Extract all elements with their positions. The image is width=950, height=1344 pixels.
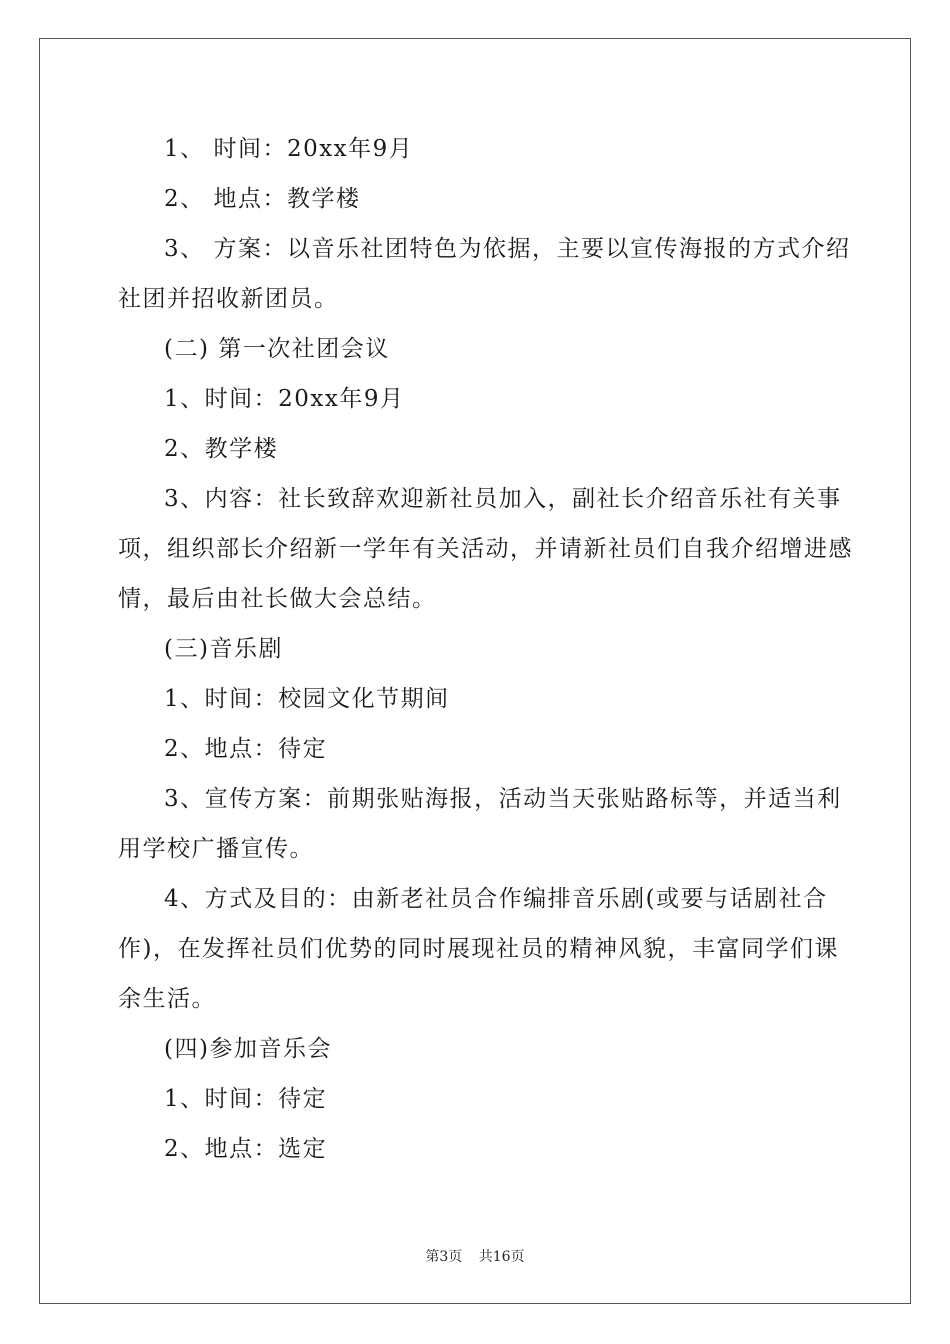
- text-line: 1、时间：待定: [164, 1086, 328, 1112]
- text-line: 2、地点：选定: [164, 1136, 328, 1162]
- document-body: [118, 124, 853, 1174]
- text-line: 3、内容：社长致辞欢迎新社员加入，副社长介绍音乐社有关事: [164, 486, 842, 512]
- text-line: 4、方式及目的：由新老社员合作编排音乐剧(或要与话剧社合: [164, 886, 828, 912]
- text-line: 2、教学楼: [164, 436, 279, 462]
- text-line: 作)，在发挥社员们优势的同时展现社员的精神风貌，丰富同学们课: [118, 936, 839, 962]
- text-line: 项，组织部长介绍新一学年有关活动，并请新社员们自我介绍增进感: [118, 536, 853, 562]
- text-line: 1、时间：20xx年9月: [164, 386, 405, 412]
- section-heading: (二) 第一次社团会议: [164, 336, 390, 362]
- section-heading: (四)参加音乐会: [164, 1036, 332, 1062]
- text-line: 1、时间：校园文化节期间: [164, 686, 450, 712]
- total-pages: 共16页: [478, 1249, 525, 1265]
- page-number: 第3页: [425, 1249, 463, 1265]
- text-line: 社团并招收新团员。: [118, 286, 339, 312]
- text-line: 3、宣传方案：前期张贴海报，活动当天张贴路标等，并适当利: [164, 786, 842, 812]
- text-line: 3、 方案：以音乐社团特色为依据，主要以宣传海报的方式介绍: [164, 236, 851, 262]
- text-line: 情，最后由社长做大会总结。: [118, 586, 437, 612]
- text-line: 余生活。: [118, 986, 216, 1012]
- text-line: 1、 时间：20xx年9月: [164, 136, 414, 162]
- text-line: 2、地点：待定: [164, 736, 328, 762]
- section-heading: (三)音乐剧: [164, 636, 283, 662]
- text-line: 2、 地点：教学楼: [164, 186, 361, 212]
- page-footer: [0, 1246, 950, 1266]
- text-line: 用学校广播宣传。: [118, 836, 314, 862]
